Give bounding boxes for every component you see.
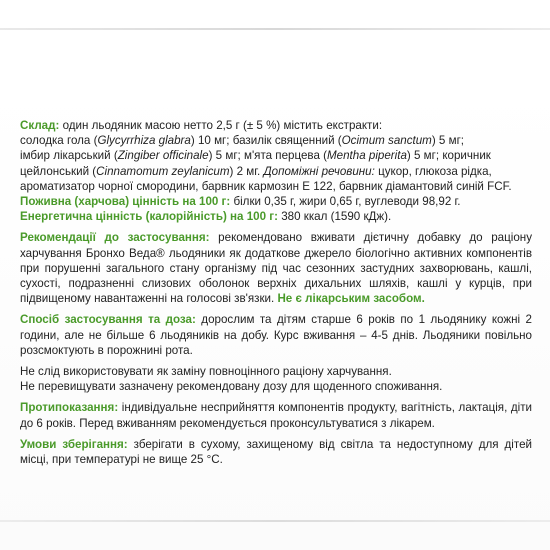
contraindications-label: Протипоказання: xyxy=(20,401,119,415)
composition-line2a: солодка гола ( xyxy=(20,134,98,148)
recommendations-block xyxy=(20,230,532,306)
not-medicine-warning: Не є лікарським засобом. xyxy=(277,292,425,306)
usage-block xyxy=(20,312,532,358)
composition-block xyxy=(20,118,532,194)
composition-line3c: ) 5 мг; м'ята перцева ( xyxy=(208,149,327,163)
energy-text: 380 ккал (1590 кДж). xyxy=(277,210,392,224)
composition-line4e: цукор, глюкоза рідка, xyxy=(374,164,492,178)
contraindications-text: індивідуальне несприйняття компонентів продукту, вагітність, лактація, діти до 6 років. Перед вживанням рекомендується проконсультуватися з лікарем. xyxy=(20,401,532,430)
composition-line2e: ) 5 мг; xyxy=(431,134,465,148)
energy-label: Енергетична цінність (калорійність) на 100 г: xyxy=(20,210,278,224)
composition-line3e: ) 5 мг; коричник xyxy=(406,149,491,163)
storage-block xyxy=(20,437,532,467)
storage-label: Умови зберігання: xyxy=(20,437,128,451)
contraindications-block xyxy=(20,400,532,430)
composition-line1: один льодяник масою нетто 2,5 г (± 5 %) містить екстракти: xyxy=(62,119,383,132)
composition-line4c: ) 2 мг. xyxy=(229,164,264,178)
recommendations-label: Рекомендації до застосування: xyxy=(20,231,210,245)
composition-line2b: Glycyrrhiza glabra xyxy=(97,134,191,148)
composition-line4a: цейлонський ( xyxy=(20,164,97,178)
nutrition-text: білки 0,35 г, жири 0,65 г, вуглеводи 98,92 г. xyxy=(230,195,461,209)
notes-block xyxy=(20,364,532,394)
composition-line3a: імбир лікарський ( xyxy=(20,149,118,163)
nutrition-label: Поживна (харчова) цінність на 100 г: xyxy=(20,195,231,209)
composition-line2d: Ocimum sanctum xyxy=(341,134,432,148)
composition-line4d: Допоміжні речовини: xyxy=(263,164,375,178)
composition-line2c: ) 10 мг; базилік священний ( xyxy=(190,134,342,148)
package-edge-bottom xyxy=(0,520,550,522)
composition-line5: ароматизатор чорної смородини, барвник кармозин Е 122, барвник діамантовий синій FCF. xyxy=(20,179,512,193)
recommendations-text: рекомендовано вживати дієтичну добавку до раціону харчування Бронхо Веда® льодяники як додаткове джерело біологічно активних компонентів при порушенні загального стану організму під час сезонних застудних захворювань, кашлі, сухості, подразненні слизових оболонок верхніх дихальних шляхів, кашлі у курців, при підвищеному навантаженні на голосові зв'язки. xyxy=(20,231,532,306)
package-edge-top xyxy=(0,28,550,30)
usage-text: дорослим та дітям старше 6 років по 1 льодянику кожні 2 години, але не більше 6 льодяників на добу. Курс вживання – 4-5 днів. Льодяники повільно розсмоктують в порожнині рота. xyxy=(20,313,532,357)
label-text-block xyxy=(20,118,532,467)
storage-text: зберігати в сухому, захищеному від світла та недоступному для дітей місці, при температурі не вище 25 °С. xyxy=(20,437,532,467)
note-line1: Не слід використовувати як заміну повноцінного раціону харчування. xyxy=(20,365,392,379)
composition-label: Склад: xyxy=(20,119,60,132)
nutrition-block xyxy=(20,194,532,209)
energy-block xyxy=(20,209,532,224)
usage-label: Спосіб застосування та доза: xyxy=(20,313,196,327)
composition-line3b: Zingiber officinale xyxy=(117,149,209,163)
note-line2: Не перевищувати зазначену рекомендовану дозу для щоденного споживання. xyxy=(20,380,443,394)
composition-line4b: Cinnamomum zeylanicum xyxy=(96,164,230,178)
composition-line3d: Mentha piperita xyxy=(327,149,407,163)
